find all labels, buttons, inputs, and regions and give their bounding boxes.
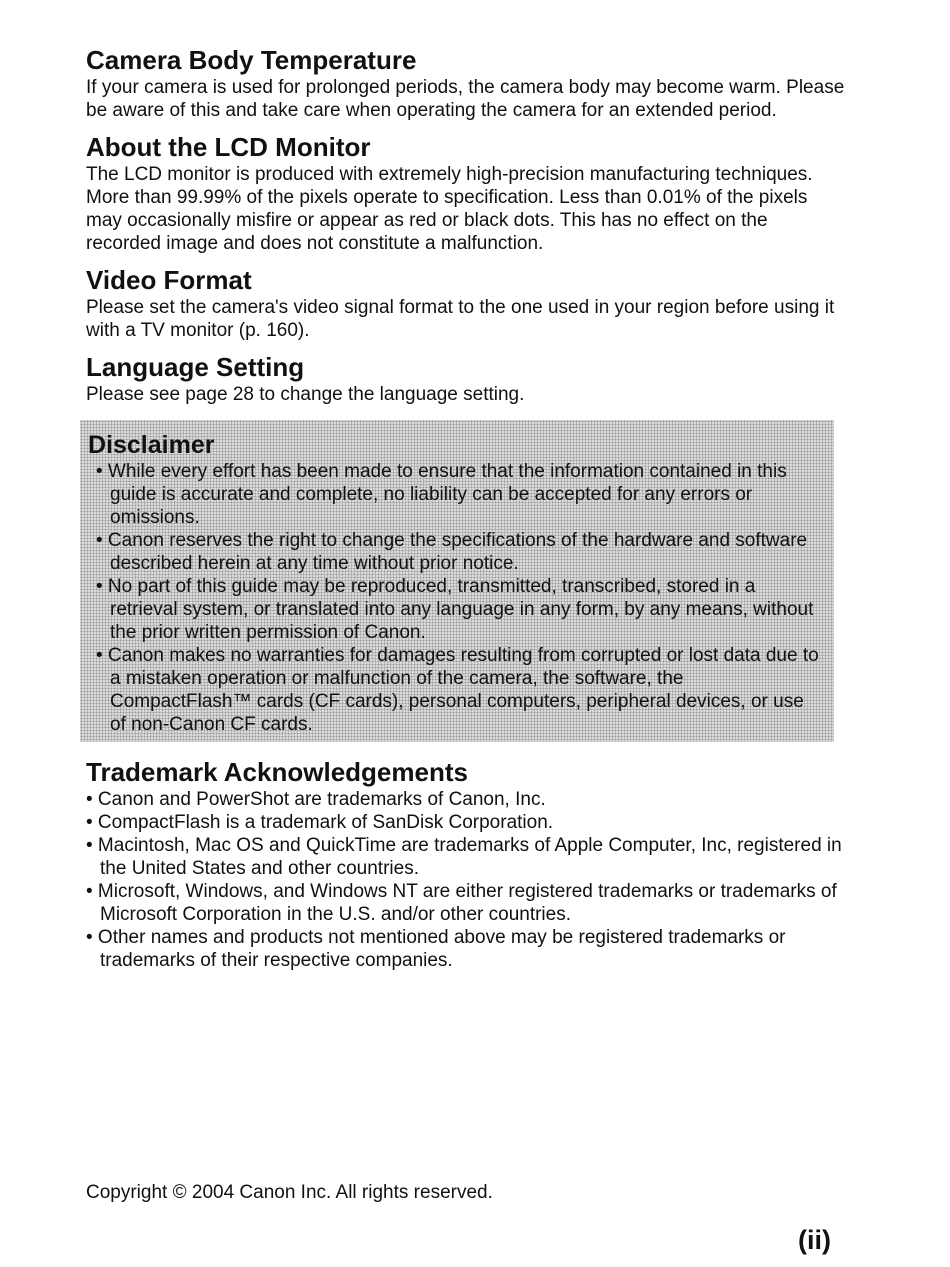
section-language-setting (86, 351, 846, 406)
list-item: • Canon and PowerShot are trademarks of Canon, Inc. (86, 789, 546, 810)
list-item: • Macintosh, Mac OS and QuickTime are trademarks of Apple Computer, Inc, registered in the United States and other countries. (86, 835, 842, 879)
copyright-notice: Copyright © 2004 Canon Inc. All rights reserved. (86, 1182, 493, 1203)
section-heading: Camera Body Temperature (86, 45, 417, 75)
list-item: • Microsoft, Windows, and Windows NT are either registered trademarks or trademarks of Microsoft Corporation in the U.S. and/or other countries. (86, 881, 837, 925)
list-item: • Other names and products not mentioned above may be registered trademarks or trademarks of their respective companies. (86, 927, 786, 971)
section-body: Please set the camera's video signal format to the one used in your region before using it with a TV monitor (p. 160). (86, 297, 835, 341)
disclaimer-heading: Disclaimer (88, 431, 215, 459)
list-item: • Canon reserves the right to change the specifications of the hardware and software described herein at any time without prior notice. (96, 530, 808, 574)
section-heading: About the LCD Monitor (86, 132, 371, 162)
list-item: • No part of this guide may be reproduced, transmitted, transcribed, stored in a retrieval system, or translated into any language in any form, by any means, without the prior written permission of Canon. (96, 576, 814, 643)
section-body: If your camera is used for prolonged periods, the camera body may become warm. Please be aware of this and take care when operating the camera for an extended period. (86, 77, 845, 121)
section-video-format (86, 264, 846, 342)
disclaimer-box (80, 420, 834, 742)
page-content (86, 44, 846, 972)
list-item: • CompactFlash is a trademark of SanDisk Corporation. (86, 812, 554, 833)
trademarks-list (86, 788, 846, 972)
trademarks-heading: Trademark Acknowledgements (86, 757, 468, 787)
section-heading: Language Setting (86, 352, 305, 382)
list-item: • Canon makes no warranties for damages resulting from corrupted or lost data due to a mistaken operation or malfunction of the camera, the software, the CompactFlash™ cards (CF cards), personal computers, peripheral devices, or use of non-Canon CF cards. (96, 645, 819, 735)
section-heading: Video Format (86, 265, 252, 295)
page-number: (ii) (798, 1225, 831, 1255)
section-camera-body-temperature (86, 44, 846, 122)
section-body: The LCD monitor is produced with extremely high-precision manufacturing techniques. More than 99.99% of the pixels operate to specification. Less than 0.01% of the pixels may occasionally misfire or appear as red or black dots. This has no effect on the recorded image and does not constitute a malfunction. (86, 164, 813, 254)
section-trademarks (86, 756, 846, 972)
section-lcd-monitor (86, 131, 846, 255)
disclaimer-list (88, 460, 824, 736)
list-item: • While every effort has been made to ensure that the information contained in this guide is accurate and complete, no liability can be accepted for any errors or omissions. (96, 461, 787, 528)
section-body: Please see page 28 to change the language setting. (86, 384, 525, 405)
